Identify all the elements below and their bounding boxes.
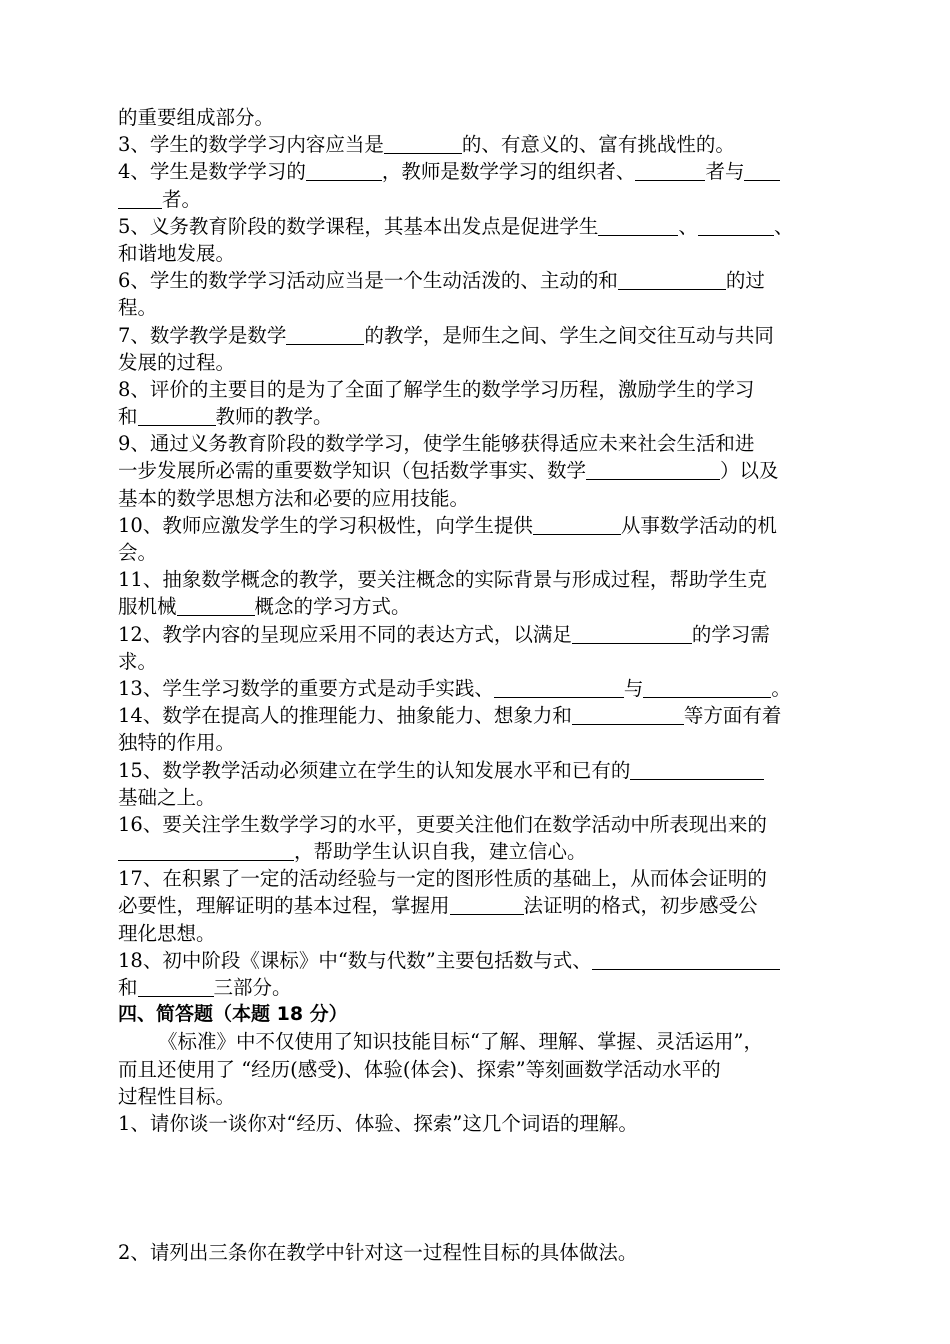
question-16-cont: [118, 838, 840, 865]
question-5-cont: [118, 240, 840, 267]
text: 概念的学习方式。: [254, 595, 411, 619]
question-18-cont: [118, 974, 840, 1001]
answer-blank[interactable]: [384, 132, 462, 154]
text: 必要性，理解证明的基本过程，掌握用: [118, 894, 450, 918]
answer-blank[interactable]: [138, 404, 216, 426]
text: 和: [118, 405, 138, 429]
answer-blank[interactable]: [306, 159, 382, 181]
text: 者与: [705, 160, 745, 184]
section-4-intro-cont: [118, 1056, 840, 1083]
question-5: [118, 213, 840, 240]
text: 基本的数学思想方法和必要的应用技能。: [118, 486, 470, 510]
text: 5、义务教育阶段的数学课程，其基本出发点是促进学生: [118, 214, 599, 238]
text: 求。: [118, 649, 158, 673]
text: 法证明的格式，初步感受公: [523, 894, 758, 918]
text: 9、通过义务教育阶段的数学学习，使学生能够获得适应未来社会生活和进: [118, 432, 755, 456]
answer-blank[interactable]: [586, 458, 720, 480]
answer-blank[interactable]: [138, 975, 214, 997]
text: 的过: [725, 269, 765, 293]
question-11-cont: [118, 593, 840, 620]
text: 等方面有着: [683, 704, 782, 728]
short-question-2: [118, 1239, 840, 1266]
question-16: [118, 811, 840, 838]
answer-blank[interactable]: [618, 268, 726, 290]
text: 的重要组成部分。: [118, 106, 275, 129]
text: 11、抽象数学概念的教学，要关注概念的实际背景与形成过程，帮助学生克: [118, 568, 767, 592]
question-18: [118, 947, 840, 974]
answer-blank[interactable]: [118, 839, 294, 861]
text: 18、初中阶段《课标》中“数与代数”主要包括数与式、: [118, 948, 592, 972]
question-9-cont2: [118, 485, 840, 512]
short-question-1: [118, 1110, 840, 1137]
text: 从事数学活动的机: [620, 513, 777, 537]
question-6-cont: [118, 294, 840, 321]
answer-blank[interactable]: [450, 893, 524, 915]
text: 和谐地发展。: [118, 241, 236, 265]
text: 3、学生的数学学习内容应当是: [118, 133, 384, 157]
question-9: [118, 430, 840, 457]
text: 16、要关注学生数学学习的水平，更要关注他们在数学活动中所表现出来的: [118, 812, 767, 836]
text: 、: [773, 214, 794, 238]
answer-blank[interactable]: [744, 159, 780, 181]
answer-blank[interactable]: [177, 594, 255, 616]
text: 发展的过程。: [118, 350, 236, 374]
text: 与: [623, 676, 644, 700]
text: ，帮助学生认识自我，建立信心。: [294, 840, 587, 864]
question-13: [118, 675, 840, 702]
text: 8、评价的主要目的是为了全面了解学生的数学学习历程，激励学生的学习: [118, 377, 755, 401]
text: 4、学生是数学学习的: [118, 160, 306, 184]
question-8-cont: [118, 403, 840, 430]
answer-blank[interactable]: [643, 676, 771, 698]
text: 《标准》中不仅使用了知识技能目标“了解、理解、掌握、灵活运用”，: [158, 1030, 763, 1054]
text: 1、请你谈一谈你对“经历、体验、探索”这几个词语的理解。: [118, 1111, 638, 1135]
answer-blank[interactable]: [533, 513, 621, 535]
question-7-cont: [118, 349, 840, 376]
question-3: [118, 131, 840, 158]
question-14-cont: [118, 729, 840, 756]
answer-blank[interactable]: [286, 323, 364, 345]
text: 独特的作用。: [118, 731, 236, 755]
text: 基础之上。: [118, 785, 216, 809]
answer-blank[interactable]: [494, 676, 624, 698]
question-17-cont: [118, 892, 840, 919]
text: 的、有意义的、富有挑战性的。: [461, 133, 735, 157]
question-12-cont: [118, 648, 840, 675]
section-4-heading: 四、简答题（本题 18 分）: [118, 1003, 348, 1026]
question-15-cont: [118, 784, 840, 811]
text: 和: [118, 976, 138, 999]
text: 14、数学在提高人的推理能力、抽象能力、想象力和: [118, 704, 572, 728]
answer-blank[interactable]: [630, 758, 764, 780]
text: 理化思想。: [118, 921, 216, 945]
text: 13、学生学习数学的重要方式是动手实践、: [118, 676, 494, 700]
question-17-cont2: [118, 920, 840, 947]
question-14: [118, 702, 840, 729]
text: 一步发展所必需的重要数学知识（包括数学事实、数学: [118, 459, 587, 483]
text: 教师的教学。: [215, 405, 333, 429]
text: 2、请列出三条你在教学中针对这一过程性目标的具体做法。: [118, 1241, 638, 1265]
question-6: [118, 267, 840, 294]
question-11: [118, 566, 840, 593]
text: 的学习需: [691, 622, 770, 646]
answer-blank[interactable]: [572, 703, 684, 725]
question-7: [118, 322, 840, 349]
answer-blank[interactable]: [635, 159, 705, 181]
text: 会。: [118, 541, 158, 564]
question-8: [118, 376, 840, 403]
exam-page: [118, 104, 840, 1266]
answer-space-1[interactable]: [118, 1137, 840, 1191]
text: 服机械: [118, 595, 177, 619]
question-10: [118, 512, 840, 539]
question-9-cont: [118, 457, 840, 484]
text: 。: [771, 676, 791, 700]
text: 6、学生的数学学习活动应当是一个生动活泼的、主动的和: [118, 269, 618, 293]
section-4-intro: [118, 1028, 840, 1055]
question-4: [118, 158, 840, 185]
answer-space-1b[interactable]: [118, 1191, 840, 1239]
text: 过程性目标。: [118, 1084, 236, 1108]
text: 三部分。: [213, 976, 292, 999]
text: 7、数学教学是数学: [118, 323, 287, 347]
question-17: [118, 865, 840, 892]
text: 10、教师应激发学生的学习积极性，向学生提供: [118, 513, 533, 537]
text: ，教师是数学学习的组织者、: [381, 160, 636, 184]
answer-blank[interactable]: [698, 214, 774, 236]
question-15: [118, 757, 840, 784]
text: 、: [678, 214, 698, 238]
question-4-cont: [118, 186, 840, 213]
question-10-cont: [118, 539, 840, 566]
text: 17、在积累了一定的活动经验与一定的图形性质的基础上，从而体会证明的: [118, 867, 767, 891]
text: ）以及: [720, 459, 779, 483]
text: 而且还使用了 “经历(感受)、体验(体会)、探索”等刻画数学活动水平的: [118, 1057, 721, 1081]
text: 的教学，是师生之间、学生之间交往互动与共同: [364, 323, 774, 347]
answer-blank[interactable]: [598, 214, 678, 236]
intro-tail-line: [118, 104, 840, 131]
text: 者。: [162, 187, 202, 211]
text: 12、教学内容的呈现应采用不同的表达方式，以满足: [118, 622, 572, 646]
answer-blank[interactable]: [592, 948, 780, 970]
question-12: [118, 621, 840, 648]
answer-blank[interactable]: [118, 187, 162, 209]
text: 15、数学教学活动必须建立在学生的认知发展水平和已有的: [118, 758, 631, 782]
text: 程。: [118, 296, 158, 320]
section-4-intro-cont2: [118, 1083, 840, 1110]
answer-blank[interactable]: [572, 622, 692, 644]
